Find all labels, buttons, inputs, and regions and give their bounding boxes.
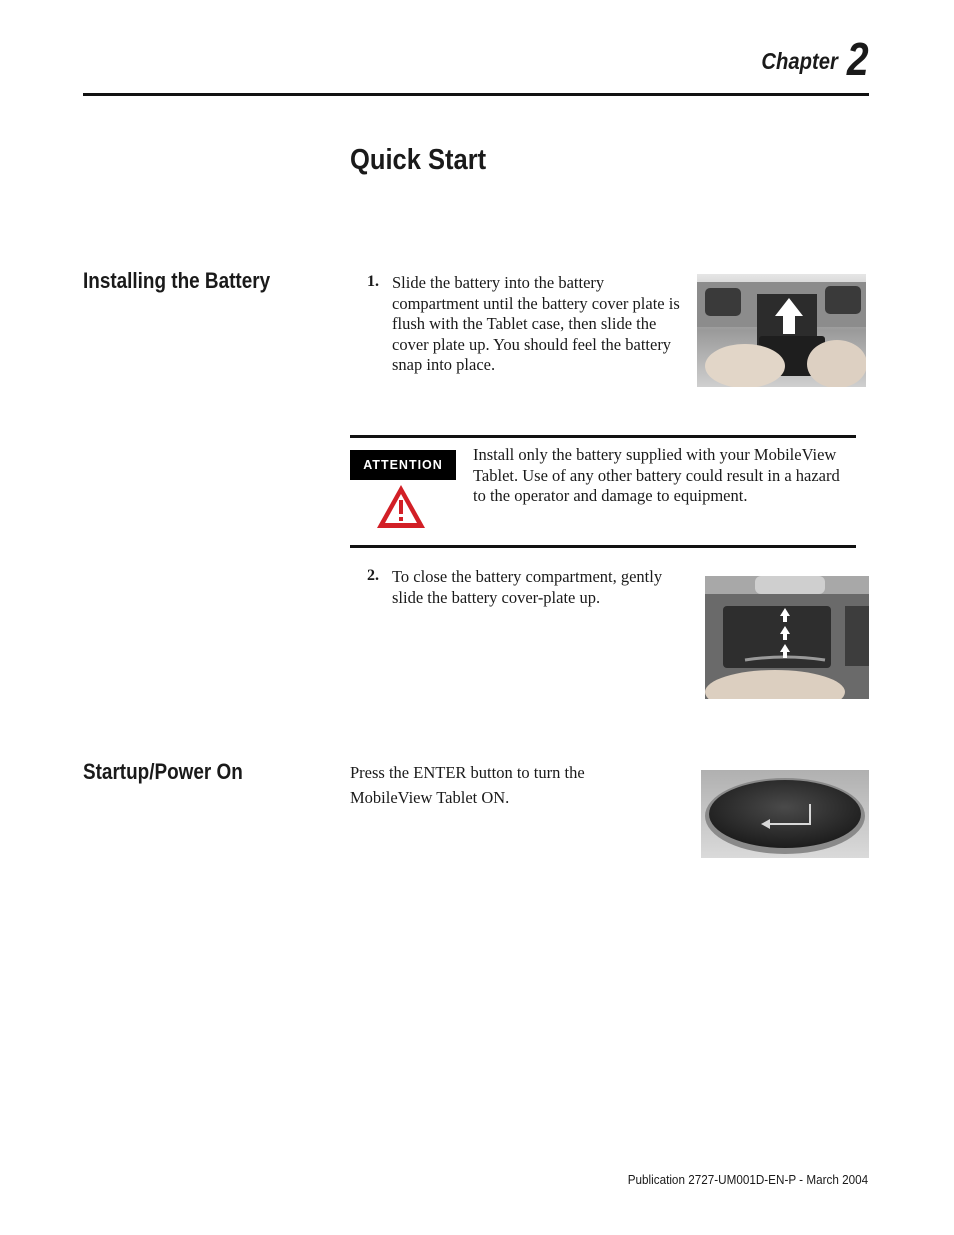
- publication-footer: Publication 2727-UM001D-EN-P - March 2004: [627, 1172, 868, 1187]
- page-title: Quick Start: [350, 144, 487, 176]
- step-2-text: To close the battery compartment, gently slide the battery cover-plate up.: [392, 567, 663, 607]
- chapter-rule: [83, 93, 869, 96]
- battery-insert-photo: [697, 274, 866, 387]
- attention-text: Install only the battery supplied with your MobileView Tablet. Use of any other battery could result in a hazard to the operator and damage to equipment.: [473, 445, 840, 505]
- chapter-label: Chapter: [761, 48, 838, 74]
- startup-text: Press the ENTER button to turn the MobileView Tablet ON.: [350, 763, 585, 807]
- attention-top-rule: [350, 435, 856, 438]
- attention-bottom-rule: [350, 545, 856, 548]
- section-heading-startup: Startup/Power On: [83, 759, 243, 784]
- step-1-text: Slide the battery into the battery compartment until the battery cover plate is flush with the Tablet case, then slide the cover plate up. You should feel the battery snap into place.: [392, 273, 680, 374]
- step-1-number: 1.: [367, 273, 379, 290]
- chapter-number: 2: [847, 33, 869, 85]
- section-heading-installing-battery: Installing the Battery: [83, 268, 271, 293]
- step-2-number: 2.: [367, 567, 379, 584]
- enter-button-photo: [701, 770, 869, 858]
- warning-triangle-icon: [374, 482, 428, 532]
- attention-badge: ATTENTION: [350, 450, 456, 480]
- battery-close-photo: [705, 576, 869, 699]
